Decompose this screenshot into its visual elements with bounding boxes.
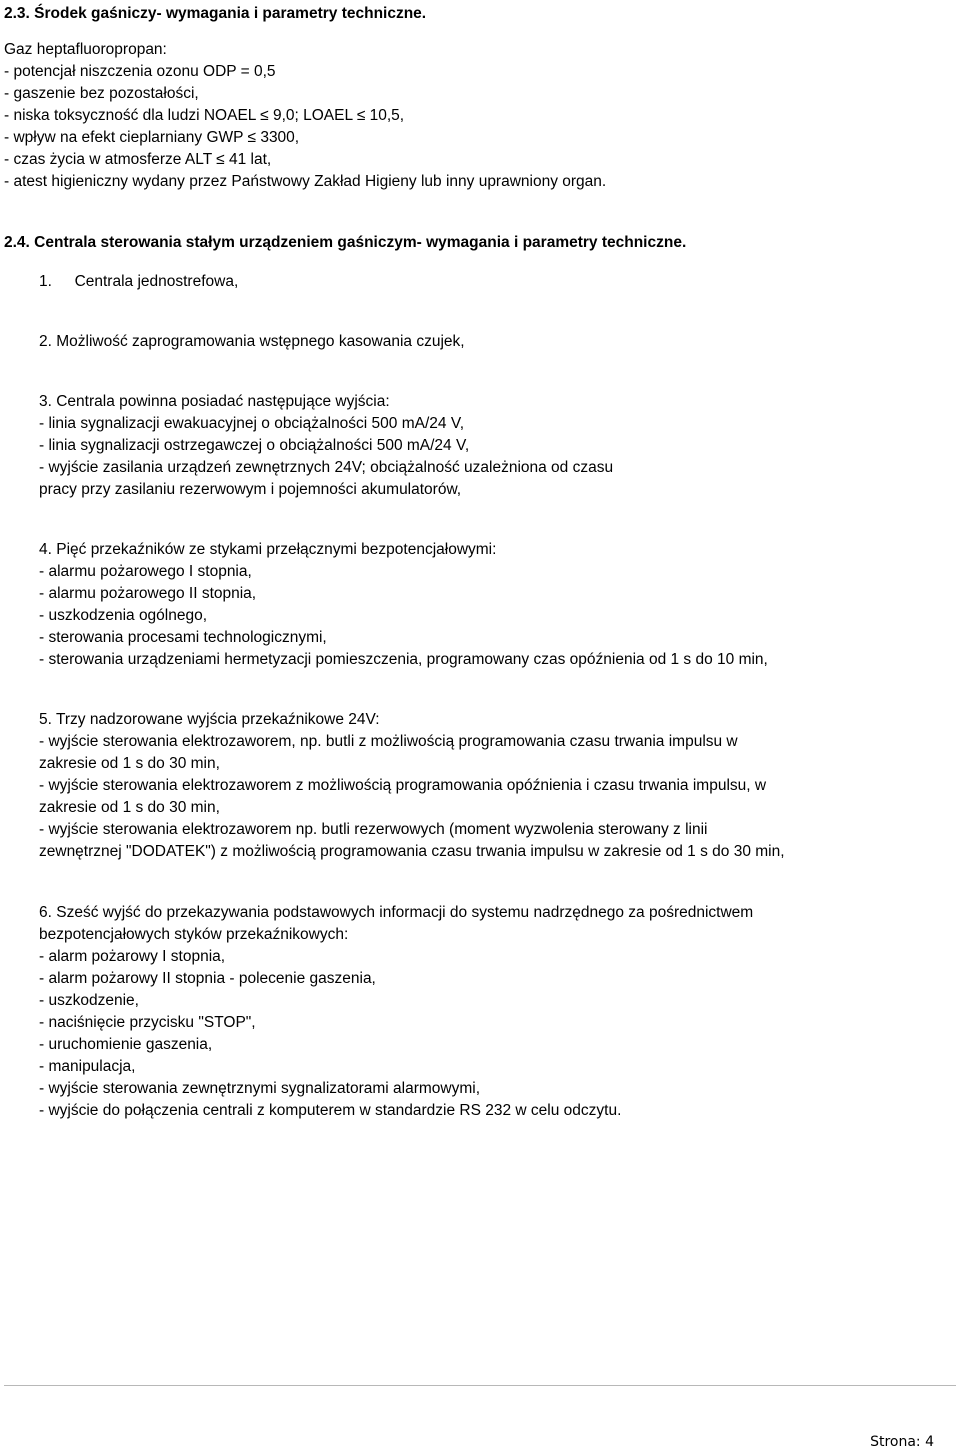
text-line: - atest higieniczny wydany przez Państwowy Zakład Higieny lub inny uprawniony organ. [4,173,607,190]
text-line: bezpotencjałowych styków przekaźnikowych: [39,926,349,943]
item-5 [39,709,785,863]
text-line: - linia sygnalizacji ewakuacyjnej o obciążalności 500 mA/24 V, [39,415,465,432]
text-line: - gaszenie bez pozostałości, [4,85,199,102]
text-line: - alarm pożarowy II stopnia - polecenie gaszenia, [39,970,376,987]
item-4 [39,539,768,671]
text-line: - wpływ na efekt cieplarniany GWP ≤ 3300, [4,129,300,146]
item-1 [39,271,238,293]
text-line: - alarm pożarowy I stopnia, [39,948,226,965]
section-2-3-heading: 2.3. Środek gaśniczy- wymagania i parametry techniczne. [4,5,427,22]
page-number: Strona: 4 [870,1434,934,1450]
item-2 [39,331,465,353]
text-line: - naciśnięcie przycisku "STOP", [39,1014,256,1031]
text-line: - wyjście sterowania elektrozaworem, np. butli z możliwością programowania czasu trwania impulsu w [39,733,738,750]
text-line: - wyjście do połączenia centrali z komputerem w standardzie RS 232 w celu odczytu. [39,1102,622,1119]
item-3 [39,391,613,501]
footer-divider [4,1385,956,1386]
text-line: - sterowania procesami technologicznymi, [39,629,327,646]
text-line: - manipulacja, [39,1058,136,1075]
item-6 [39,902,753,1122]
text-line: Gaz heptafluoropropan: [4,41,167,58]
text-line: 6. Sześć wyjść do przekazywania podstawowych informacji do systemu nadrzędnego za pośrednictwem [39,904,754,921]
text-line: - wyjście zasilania urządzeń zewnętrznych 24V; obciążalność uzależniona od czasu [39,459,614,476]
text-line: - uszkodzenia ogólnego, [39,607,208,624]
text-line: 2. Możliwość zaprogramowania wstępnego kasowania czujek, [39,333,465,350]
text-line: - wyjście sterowania zewnętrznymi sygnalizatorami alarmowymi, [39,1080,481,1097]
text-line: - potencjał niszczenia ozonu ODP = 0,5 [4,63,276,80]
text-line: zakresie od 1 s do 30 min, [39,799,220,816]
item-1-text: Centrala jednostrefowa, [74,273,239,290]
text-line: - wyjście sterowania elektrozaworem z możliwością programowania opóźnienia i czasu trwania impulsu, w [39,777,767,794]
text-line: - uszkodzenie, [39,992,139,1009]
text-line: 4. Pięć przekaźników ze stykami przełącznymi bezpotencjałowymi: [39,541,497,558]
section-2-3-body [4,39,606,193]
text-line: - alarmu pożarowego II stopnia, [39,585,257,602]
text-line: zakresie od 1 s do 30 min, [39,755,220,772]
text-line: zewnętrznej "DODATEK") z możliwością programowania czasu trwania impulsu w zakresie od 1 s do 30 min, [39,843,785,860]
text-line: - sterowania urządzeniami hermetyzacji pomieszczenia, programowany czas opóźnienia od 1 s do 10 min, [39,651,768,668]
text-line: 3. Centrala powinna posiadać następujące wyjścia: [39,393,390,410]
text-line: - linia sygnalizacji ostrzegawczej o obciążalności 500 mA/24 V, [39,437,470,454]
text-line: - uruchomienie gaszenia, [39,1036,213,1053]
text-line: - niska toksyczność dla ludzi NOAEL ≤ 9,0; LOAEL ≤ 10,5, [4,107,405,124]
text-line: - alarmu pożarowego I stopnia, [39,563,252,580]
text-line: 5. Trzy nadzorowane wyjścia przekaźnikowe 24V: [39,711,380,728]
section-2-4-heading: 2.4. Centrala sterowania stałym urządzeniem gaśniczym- wymagania i parametry techniczne. [4,234,687,251]
text-line: pracy przy zasilaniu rezerwowym i pojemności akumulatorów, [39,481,462,498]
item-1-number: 1. [39,273,52,290]
text-line: - wyjście sterowania elektrozaworem np. butli rezerwowych (moment wyzwolenia sterowany z linii [39,821,708,838]
text-line: - czas życia w atmosferze ALT ≤ 41 lat, [4,151,272,168]
